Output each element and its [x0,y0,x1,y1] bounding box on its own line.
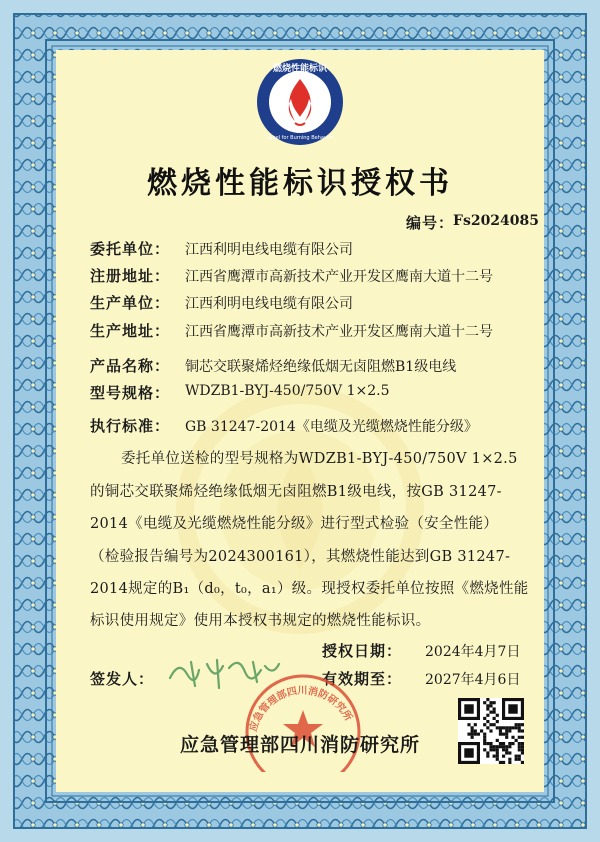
field-value-prod-address: 江西省鹰潭市高新技术产业开发区鹰南大道十二号 [185,324,493,340]
grant-date-label: 授权日期： [322,642,403,660]
number-value: Fs2024085 [453,213,540,229]
signer-label: 签发人： [90,670,155,688]
field-label-reg-address: 注册地址： [90,267,171,285]
issuing-authority: 应急管理部四川消防研究所 [179,734,420,756]
body-line-2: 的铜芯交联聚烯烃绝缘低烟无卤阻燃B1级电线，按GB 31247- [90,484,502,500]
field-label-product: 产品名称： [90,357,171,375]
expiry-label: 有效期至： [322,670,403,688]
field-value-standard: GB 31247-2014《电缆及光缆燃烧性能分级》 [185,419,478,435]
expiry-value: 2027年4月6日 [425,672,521,688]
field-label-manufacturer: 生产单位： [90,294,171,312]
certificate-title: 燃烧性能标识授权书 [147,166,453,201]
grant-date-value: 2024年4月7日 [425,644,521,660]
qr-code[interactable] [458,698,524,764]
body-line-3: 2014《电缆及光缆燃烧性能分级》进行型式检验（安全性能） [90,516,499,532]
burning-behavior-logo [255,57,345,147]
logo-text: 燃烧性能标识 [272,64,328,74]
field-value-reg-address: 江西省鹰潭市高新技术产业开发区鹰南大道十二号 [185,269,493,285]
field-label-standard: 执行标准： [90,417,171,435]
body-line-6: 标识使用规定》使用本授权书规定的燃烧性能标识。 [90,613,431,629]
field-value-manufacturer: 江西利明电线电缆有限公司 [185,296,353,312]
logo-subtext: Label for Burning Behavior [266,135,334,141]
svg-text:应急管理部四川消防研究所: 应急管理部四川消防研究所 [248,685,354,733]
body-line-5: 2014规定的B₁（d₀，t₀，a₁）级。现授权委托单位按照《燃烧性能 [90,581,529,597]
body-line-1: 委托单位送检的型号规格为WDZB1-BYJ-450/750V 1×2.5 [121,451,518,467]
field-value-model: WDZB1-BYJ-450/750V 1×2.5 [185,383,390,399]
body-line-4: （检验报告编号为2024300161），其燃烧性能达到GB 31247- [90,549,511,565]
field-value-client: 江西利明电线电缆有限公司 [185,242,353,258]
field-value-product: 铜芯交联聚烯烃绝缘低烟无卤阻燃B1级电线 [185,359,457,375]
field-label-model: 型号规格： [90,384,171,402]
number-label: 编号： [406,214,455,232]
field-label-client: 委托单位： [90,240,171,258]
field-label-prod-address: 生产地址： [90,322,171,340]
